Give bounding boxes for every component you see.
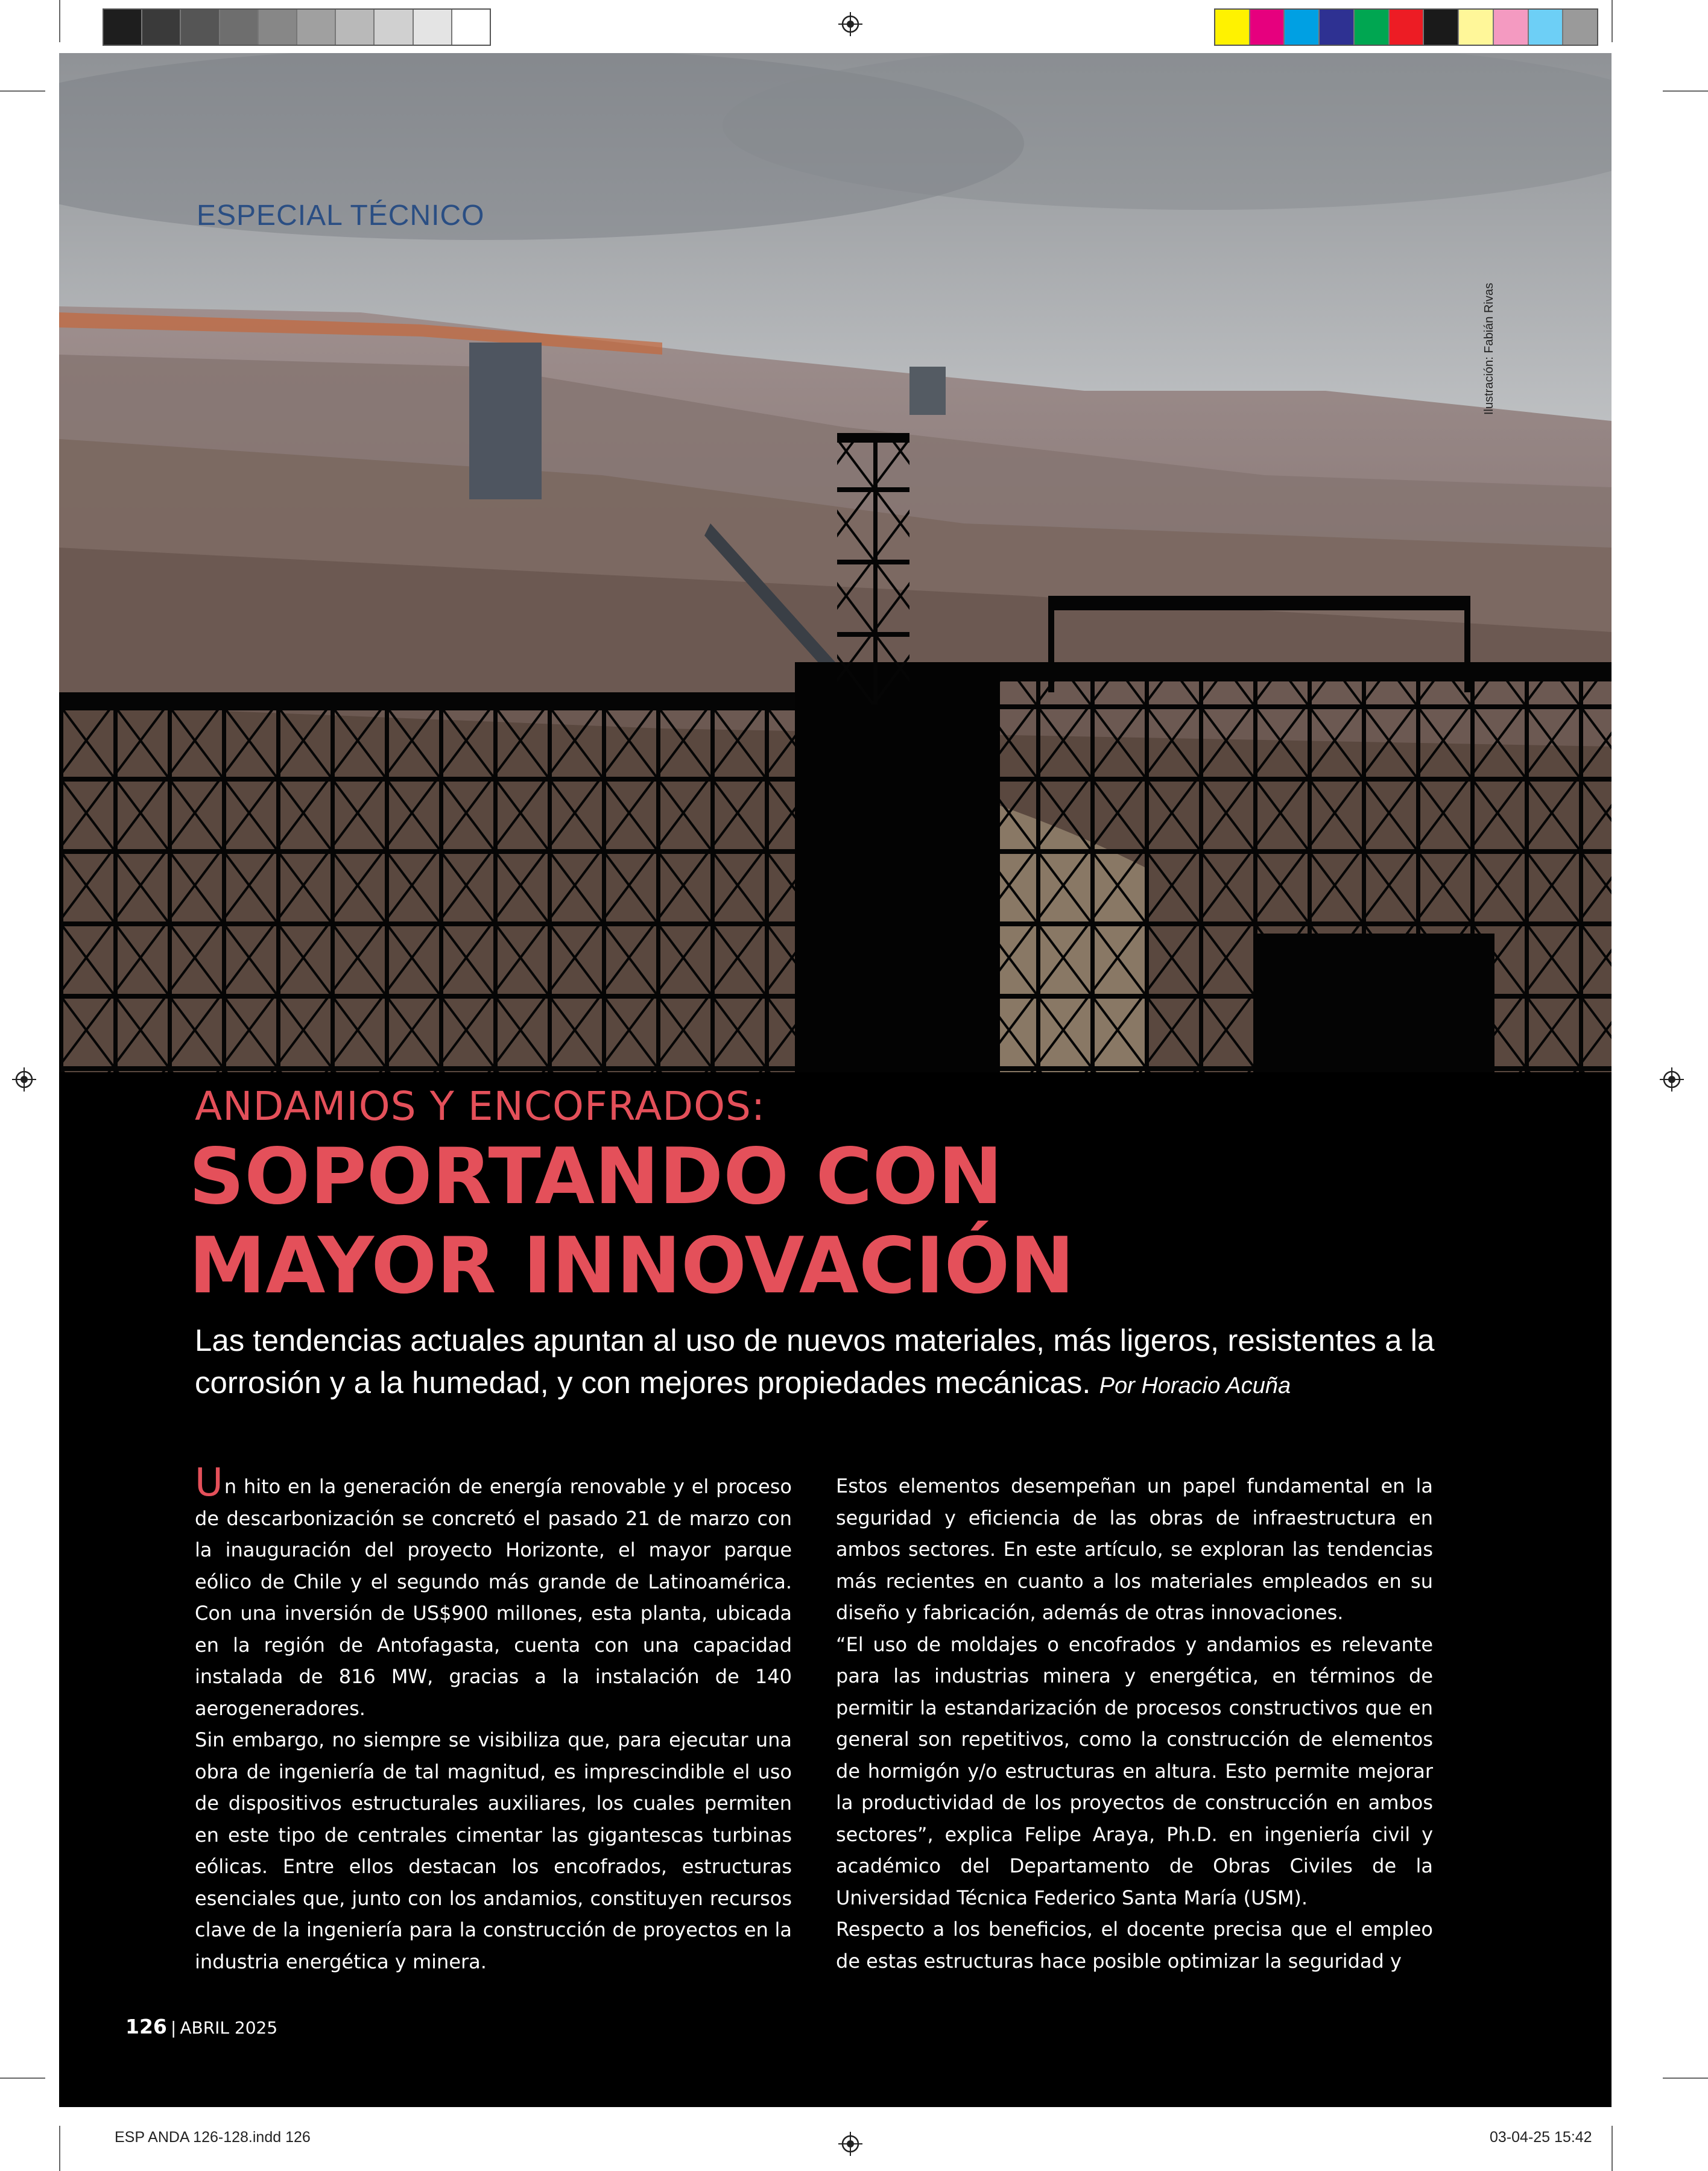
color-swatch <box>1355 10 1390 45</box>
color-swatch <box>1215 10 1250 45</box>
body-paragraph: Un hito en la generación de energía renovable y el proceso de descarbonización se concretó el pasado 21 de marzo con la inauguración del proyecto Horizonte, el mayor parque eólico de Chile y el segundo más grande de Latinoamérica. Con una inversión de US$900 millones, esta planta, ubicada en la región de Antofagasta, cuenta con una capacidad instalada de 816 MW, gracias a la instalación de 140 aerogeneradores. <box>195 1461 792 1720</box>
photo-credit: Ilustración: Fabián Rivas <box>1482 283 1496 415</box>
folio-separator: | <box>170 2018 177 2038</box>
issue-date: ABRIL 2025 <box>180 2018 278 2038</box>
magazine-page <box>59 53 1612 2107</box>
gray-swatch <box>259 10 297 45</box>
crop-mark <box>1663 2078 1708 2079</box>
slug-datetime: 03-04-25 15:42 <box>1490 2129 1592 2146</box>
body-column-1 <box>195 1461 792 1977</box>
headline-line-1: SOPORTANDO CON <box>189 1132 1003 1222</box>
drop-cap: U <box>195 1461 223 1505</box>
registration-mark-icon <box>838 2132 862 2156</box>
gray-swatch <box>414 10 452 45</box>
page-folio <box>125 2015 277 2038</box>
slug-filename: ESP ANDA 126-128.indd 126 <box>115 2129 311 2146</box>
article-kicker: ANDAMIOS Y ENCOFRADOS: <box>195 1083 766 1130</box>
crop-mark <box>0 2078 45 2079</box>
color-swatch <box>1320 10 1355 45</box>
body-paragraph: “El uso de moldajes o encofrados y andamios es relevante para las industrias minera y energética, en términos de permitir la estandarización de procesos constructivos que en general son repetitivos, como la construcción de elementos de hormigón y/o estructuras en altura. Esto permite mejorar la productividad de los proyectos de construcción en ambos sectores”, explica Felipe Araya, Ph.D. en ingeniería civil y académico del Departamento de Obras Civiles de la Universidad Técnica Federico Santa María (USM). <box>836 1632 1433 1909</box>
color-swatch <box>1424 10 1459 45</box>
body-paragraph: Estos elementos desempeñan un papel fundamental en la seguridad y eficiencia de las obras de infraestructura en ambos sectores. En este artículo, se exploran las tendencias más recientes en cuanto a los materiales empleados en su diseño y fabricación, además de otras innovaciones. <box>836 1474 1433 1624</box>
body-paragraph: Sin embargo, no siempre se visibiliza que, para ejecutar una obra de ingeniería de tal magnitud, es imprescindible el uso de dispositivos estructurales auxiliares, los cuales permiten en este tipo de centrales cimentar las gigantescas turbinas eólicas. Entre ellos destacan los encofrados, estructuras esenciales que, junto con los andamios, constituyen recursos clave de la ingeniería para la construcción de proyectos en la industria energética y minera. <box>195 1728 792 1973</box>
gray-swatch <box>297 10 336 45</box>
crop-mark <box>59 0 60 42</box>
registration-mark-icon <box>12 1067 36 1092</box>
headline-line-2: MAYOR INNOVACIÓN <box>189 1221 1075 1311</box>
gray-swatch <box>142 10 181 45</box>
registration-mark-icon <box>1660 1067 1684 1092</box>
gray-swatch <box>181 10 220 45</box>
gray-swatch-strip <box>103 8 491 46</box>
gray-swatch <box>104 10 142 45</box>
body-column-2 <box>836 1470 1433 1977</box>
crop-mark <box>59 2126 60 2171</box>
page-number: 126 <box>125 2015 167 2038</box>
color-swatch <box>1250 10 1285 45</box>
deck-text: Las tendencias actuales apuntan al uso de nuevos materiales, más ligeros, resistentes a la corrosión y a la humedad, y con mejores propiedades mecánicas. <box>195 1323 1435 1400</box>
color-swatch <box>1285 10 1320 45</box>
crop-mark <box>1612 0 1613 42</box>
color-swatch <box>1390 10 1425 45</box>
section-label: ESPECIAL TÉCNICO <box>197 200 485 232</box>
color-swatch <box>1459 10 1494 45</box>
gray-swatch <box>375 10 413 45</box>
crop-mark <box>0 90 45 92</box>
crop-mark <box>1663 90 1708 92</box>
byline: Por Horacio Acuña <box>1099 1373 1291 1398</box>
color-swatch <box>1563 10 1597 45</box>
color-swatch <box>1494 10 1529 45</box>
article-headline <box>189 1133 1074 1311</box>
gray-swatch <box>452 10 490 45</box>
gray-swatch <box>336 10 375 45</box>
color-swatch-strip <box>1214 8 1598 46</box>
article-deck <box>195 1319 1522 1407</box>
registration-mark-icon <box>838 12 862 36</box>
body-paragraph: Respecto a los beneficios, el docente precisa que el empleo de estas estructuras hace posible optimizar la seguridad y <box>836 1918 1433 1973</box>
gray-swatch <box>220 10 259 45</box>
crop-mark <box>1612 2126 1613 2171</box>
color-swatch <box>1529 10 1564 45</box>
